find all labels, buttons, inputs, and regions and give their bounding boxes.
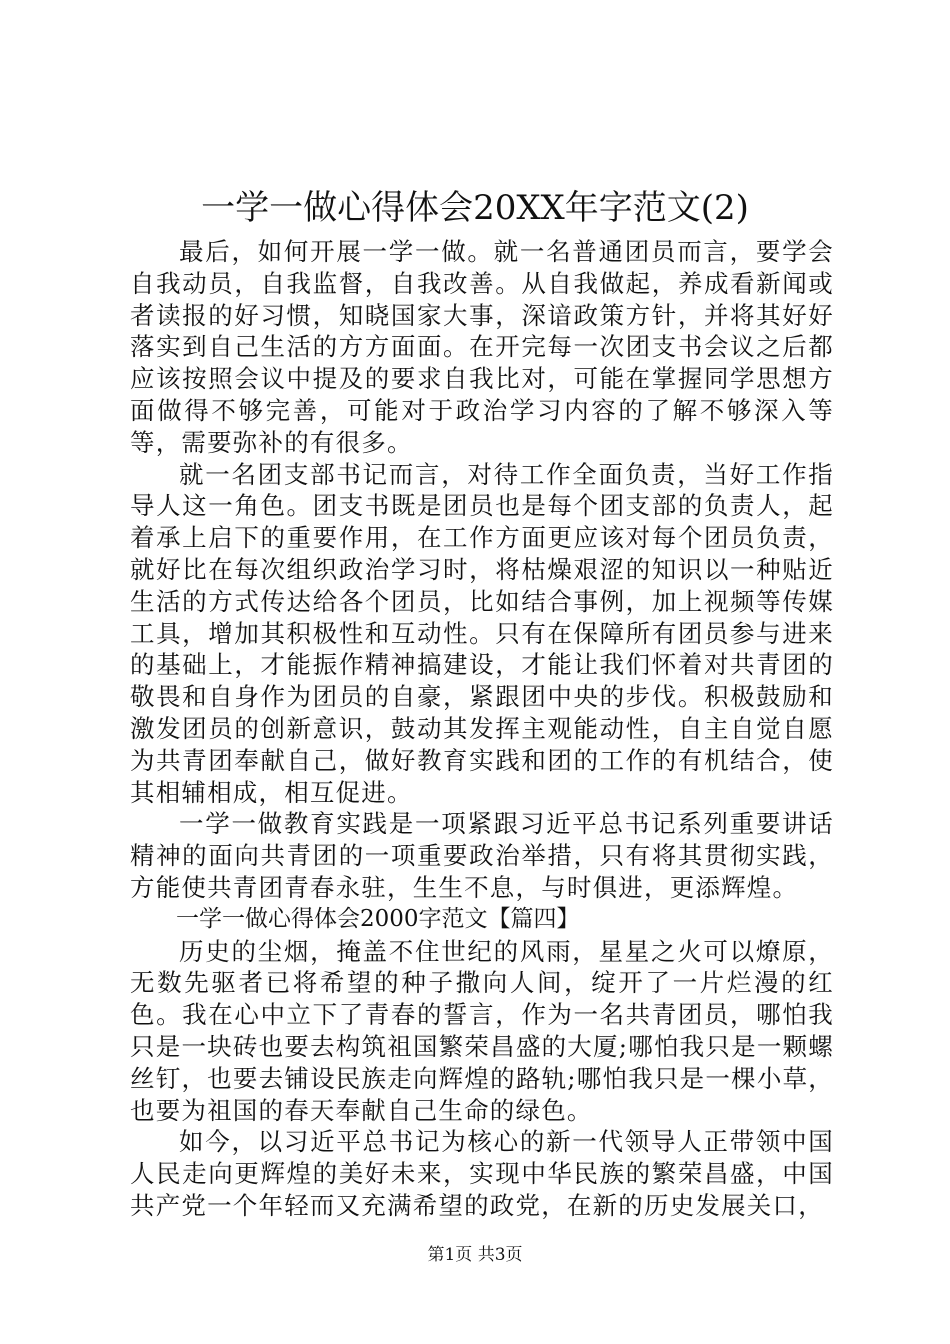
paragraph-5: 如今，以习近平总书记为核心的新一代领导人正带领中国人民走向更辉煌的美好未来，实现中华民族的繁荣昌盛，中国共产党一个年轻而又充满希望的政党，在新的历史发展关口，: [130, 1127, 834, 1220]
document-body: [130, 236, 834, 1222]
paragraph-3: 一学一做教育实践是一项紧跟习近平总书记系列重要讲话精神的面向共青团的一项重要政治举措，只有将其贯彻实践，方能使共青团青春永驻，生生不息，与时俱进，更添辉煌。: [130, 809, 834, 902]
document-title: 一学一做心得体会20XX年字范文(2): [201, 188, 749, 228]
paragraph-2: 就一名团支部书记而言，对待工作全面负责，当好工作指导人这一角色。团支书既是团员也是每个团支部的负责人，起着承上启下的重要作用，在工作方面更应该对每个团员负责，就好比在每次组织政治学习时，将枯燥艰涩的知识以一种贴近生活的方式传达给各个团员，比如结合事例，加上视频等传媒工具，增加其积极性和互动性。只有在保障所有团员参与进来的基础上，才能振作精神搞建设，才能让我们怀着对共青团的敬畏和自身作为团员的自豪，紧跟团中央的步伐。积极鼓励和激发团员的创新意识，鼓动其发挥主观能动性，自主自觉自愿为共青团奉献自己，做好教育实践和团的工作的有机结合，使其相辅相成，相互促进。: [130, 459, 834, 807]
paragraph-4: 历史的尘烟，掩盖不住世纪的风雨，星星之火可以燎原，无数先驱者已将希望的种子撒向人间，绽开了一片烂漫的红色。我在心中立下了青春的誓言，作为一名共青团员，哪怕我只是一块砖也要去构筑祖国繁荣昌盛的大厦;哪怕我只是一颗螺丝钉，也要去铺设民族走向辉煌的路轨;哪怕我只是一棵小草，也要为祖国的春天奉献自己生命的绿色。: [130, 936, 834, 1125]
page-number-footer: 第1页 共3页: [427, 1245, 523, 1265]
section-subheading: 一学一做心得体会2000字范文【篇四】: [176, 905, 580, 932]
paragraph-1: 最后，如何开展一学一做。就一名普通团员而言，要学会自我动员，自我监督，自我改善。从自我做起，养成看新闻或者读报的好习惯，知晓国家大事，深谙政策方针，并将其好好落实到自己生活的方方面面。在开完每一次团支书会议之后都应该按照会议中提及的要求自我比对，可能在掌握同学思想方面做得不够完善，可能对于政治学习内容的了解不够深入等等，需要弥补的有很多。: [130, 237, 834, 457]
